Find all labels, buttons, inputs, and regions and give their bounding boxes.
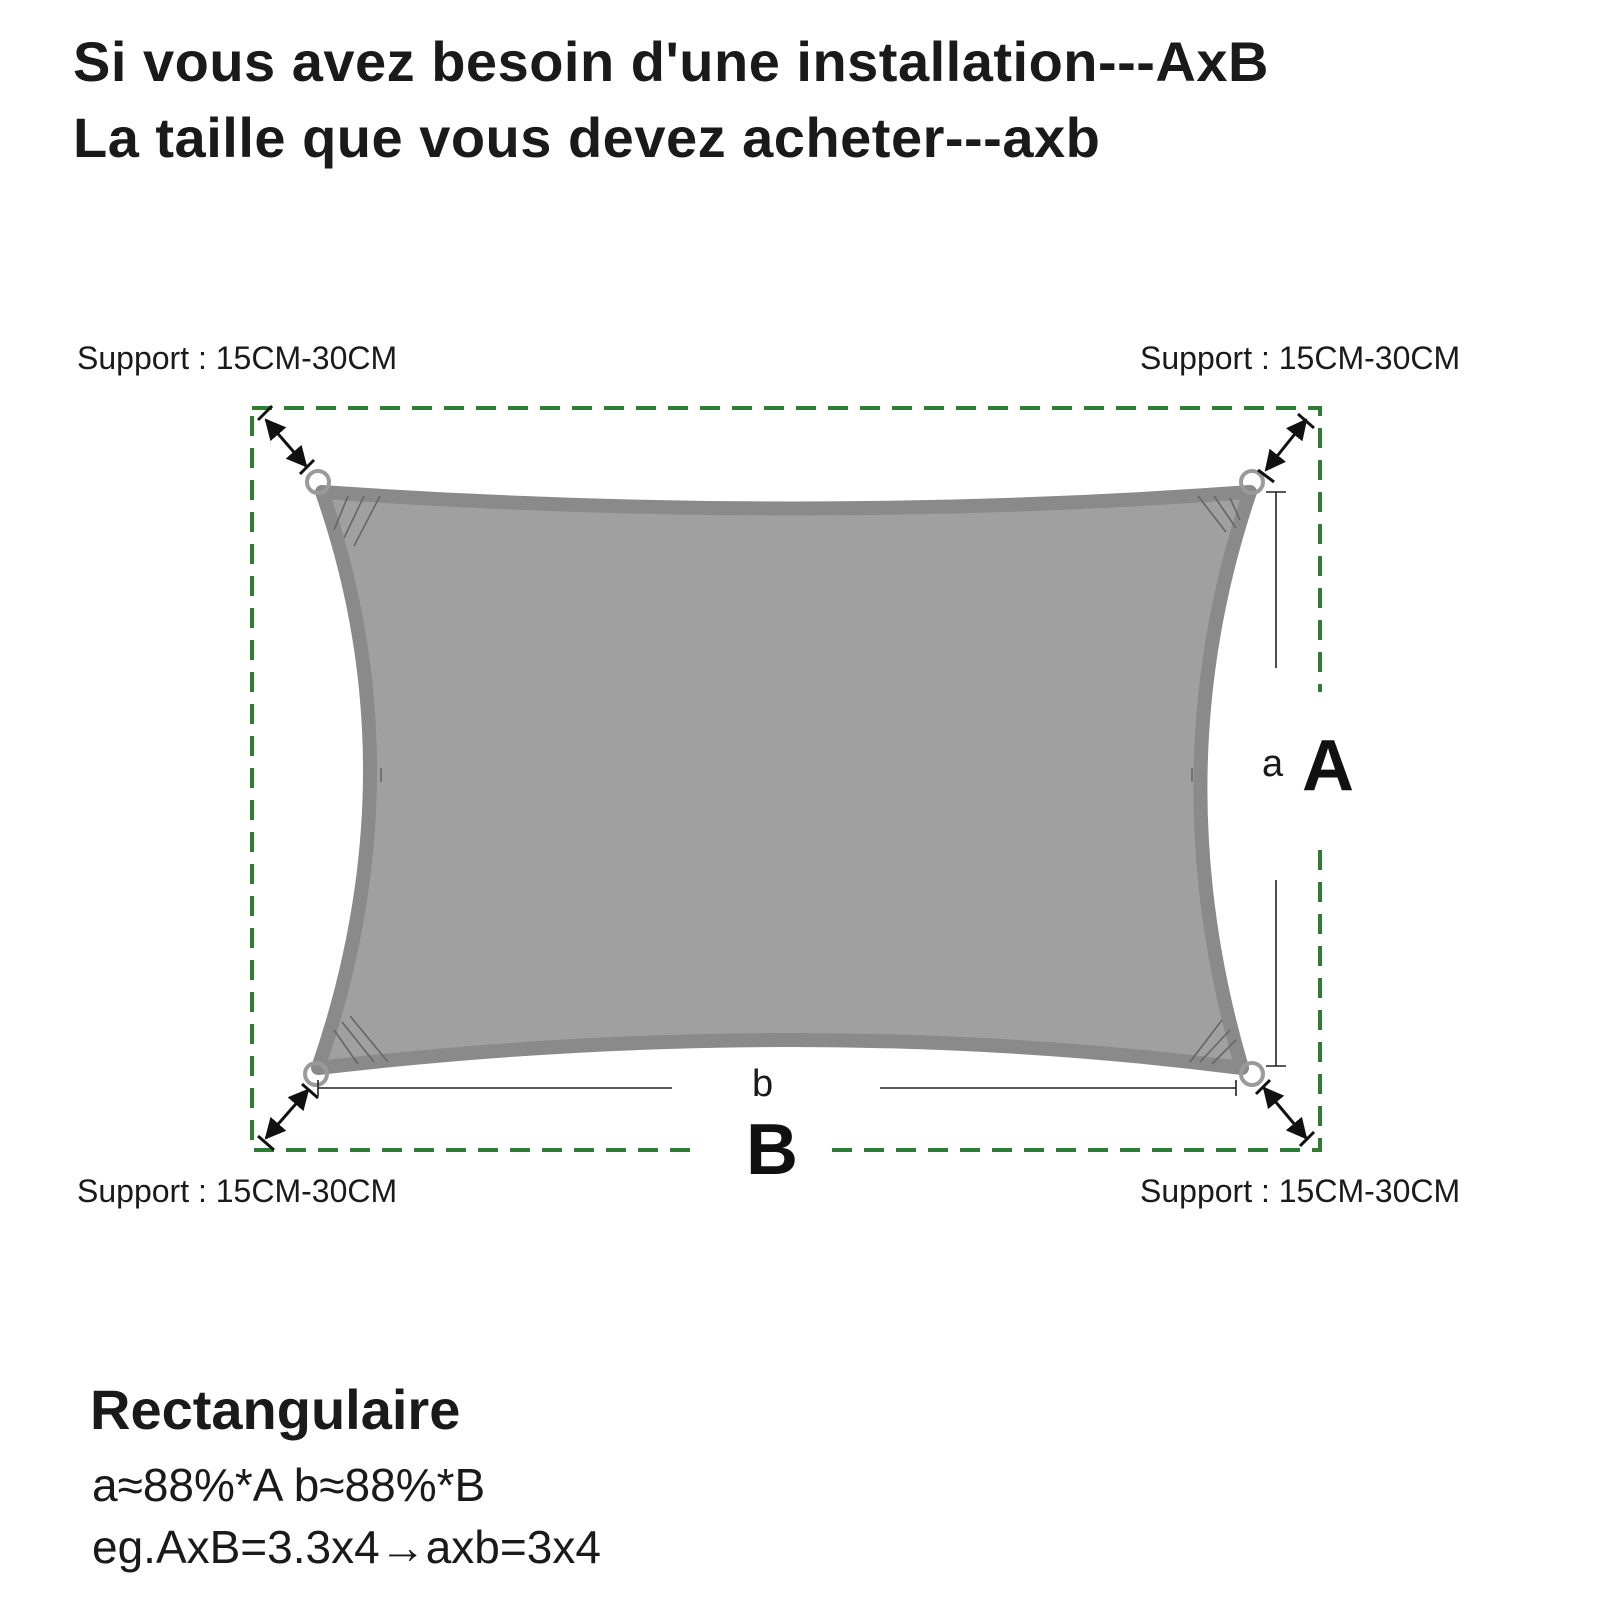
shade-sail: [318, 492, 1250, 1068]
heading-installation: Si vous avez besoin d'une installation---AxB: [73, 30, 1269, 93]
heading-purchase-size: La taille que vous devez acheter---axb: [73, 106, 1101, 169]
support-label-bottom-left: Support : 15CM-30CM: [77, 1173, 398, 1209]
label-B: B: [746, 1110, 798, 1190]
support-label-top-left: Support : 15CM-30CM: [77, 340, 398, 376]
arrow-bottom-right: [1264, 1088, 1306, 1138]
size-formula: a≈88%*A b≈88%*B: [92, 1459, 486, 1511]
dimension-b: [318, 1080, 1236, 1096]
size-example: eg.AxB=3.3x4→axb=3x4: [92, 1521, 601, 1573]
support-label-bottom-right: Support : 15CM-30CM: [1140, 1173, 1461, 1209]
arrow-top-right: [1266, 420, 1306, 470]
arrow-bottom-left: [266, 1090, 308, 1138]
label-b: b: [752, 1063, 774, 1105]
label-a: a: [1262, 743, 1284, 785]
label-A: A: [1302, 726, 1354, 806]
shape-title: Rectangulaire: [90, 1378, 461, 1441]
tick-bottom-left-outer: [258, 1136, 274, 1150]
support-label-top-right: Support : 15CM-30CM: [1140, 340, 1461, 376]
arrow-top-left: [266, 420, 306, 466]
